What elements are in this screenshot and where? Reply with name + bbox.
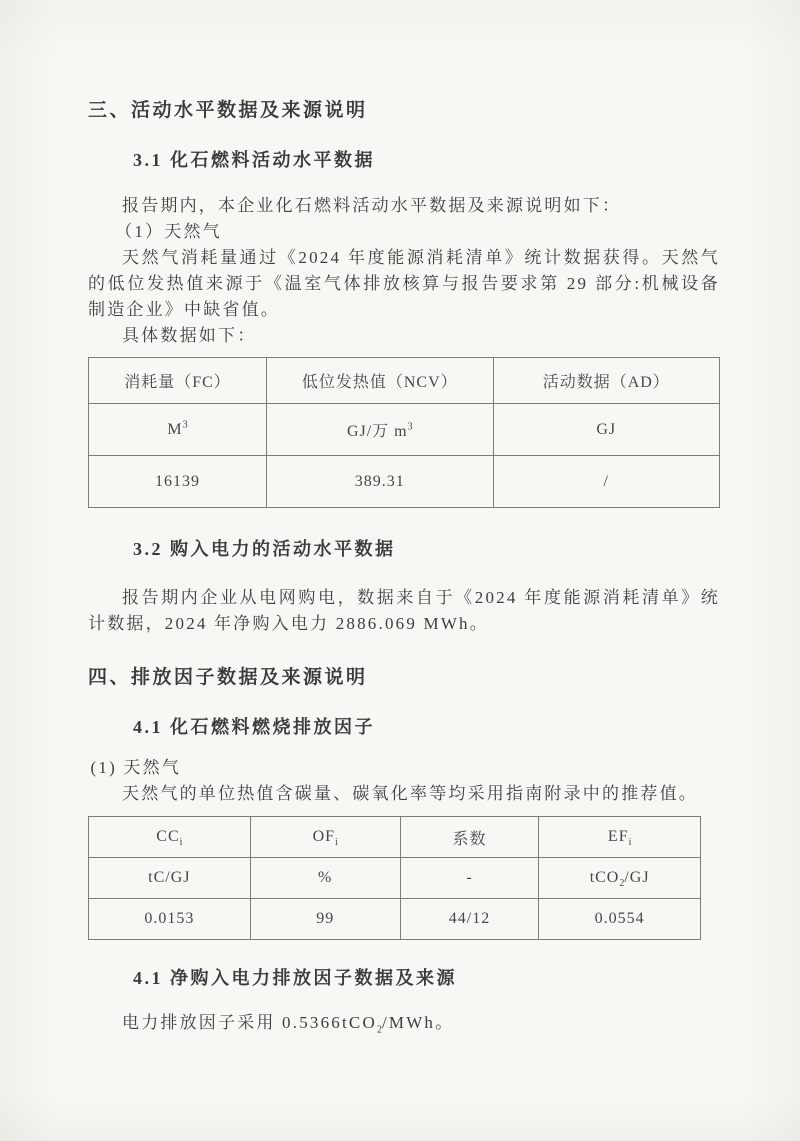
cc-base: CC <box>156 828 180 845</box>
section-4-1a-heading: 4.1 化石燃料燃烧排放因子 <box>133 717 375 737</box>
value-ad: / <box>493 456 719 508</box>
value-of: 99 <box>250 899 400 940</box>
table-header-row <box>89 358 720 404</box>
value-fc: 16139 <box>89 456 267 508</box>
unit-cc: tC/GJ <box>89 858 251 899</box>
section-3-1-intro: 报告期内，本企业化石燃料活动水平数据及来源说明如下： <box>122 196 622 215</box>
col-header-ncv: 低位发热值（NCV） <box>267 358 493 404</box>
unit-ef-post: /GJ <box>624 869 650 886</box>
page-content <box>88 95 720 1036</box>
value-cc: 0.0153 <box>89 899 251 940</box>
unit-ncv-base: GJ/万 m <box>346 423 408 440</box>
unit-ncv <box>267 404 493 456</box>
unit-ef-pre: tCO <box>589 869 620 886</box>
table-value-row <box>89 899 701 940</box>
col-header-cc <box>89 817 251 858</box>
factor-fuel-item-label: (1) 天然气 <box>90 758 182 777</box>
col-header-ef <box>539 817 701 858</box>
table-value-row <box>89 456 720 508</box>
unit-of: % <box>250 858 400 899</box>
natural-gas-source-paragraph: 天然气消耗量通过《2024 年度能源消耗清单》统计数据获得。天然气的低位发热值来源于《温室气体排放核算与报告要求第 29 部分:机械设备制造企业》中缺省值。 <box>88 248 720 319</box>
cc-sub: i <box>179 837 183 849</box>
unit-coef: - <box>400 858 539 899</box>
section-3-1-heading: 3.1 化石燃料活动水平数据 <box>133 150 375 170</box>
table-unit-row <box>89 404 720 456</box>
col-header-ad: 活动数据（AD） <box>493 358 719 404</box>
electricity-factor-sub: 2 <box>376 1024 382 1036</box>
fuel-item-label: （1）天然气 <box>115 222 222 241</box>
unit-ad: GJ <box>493 404 719 456</box>
of-sub: i <box>335 837 338 849</box>
unit-fc <box>89 404 267 456</box>
purchased-electricity-paragraph: 报告期内企业从电网购电，数据来自于《2024 年度能源消耗清单》统计数据，2024 年净购入电力 2886.069 MWh。 <box>88 588 720 633</box>
unit-ef <box>539 858 701 899</box>
fuel-activity-table <box>88 357 720 508</box>
ef-base: EF <box>607 828 629 845</box>
table-unit-row <box>89 858 701 899</box>
col-header-fc: 消耗量（FC） <box>89 358 267 404</box>
section-3-heading: 三、活动水平数据及来源说明 <box>88 100 368 121</box>
electricity-factor-post: /MWh。 <box>381 1013 455 1032</box>
unit-ef-sub: 2 <box>619 878 625 890</box>
col-header-coef: 系数 <box>400 817 539 858</box>
value-coef: 44/12 <box>400 899 539 940</box>
electricity-factor-pre: 电力排放因子采用 0.5366tCO <box>122 1013 377 1032</box>
data-follows-label: 具体数据如下： <box>122 326 257 345</box>
emission-factor-table <box>88 816 701 940</box>
electricity-factor-paragraph <box>88 1010 720 1036</box>
value-ef: 0.0554 <box>539 899 701 940</box>
unit-fc-sup: 3 <box>182 419 188 431</box>
table-header-row <box>89 817 701 858</box>
unit-fc-base: M <box>167 420 183 438</box>
unit-ncv-sup: 3 <box>407 421 413 433</box>
value-ncv: 389.31 <box>267 456 493 508</box>
ef-sub: i <box>628 837 632 849</box>
section-4-1b-heading: 4.1 净购入电力排放因子数据及来源 <box>133 968 457 988</box>
col-header-of <box>250 817 400 858</box>
of-base: OF <box>312 828 336 845</box>
section-4-heading: 四、排放因子数据及来源说明 <box>88 667 368 688</box>
factor-recommended-values-paragraph: 天然气的单位热值含碳量、碳氧化率等均采用指南附录中的推荐值。 <box>122 784 698 803</box>
section-3-2-heading: 3.2 购入电力的活动水平数据 <box>133 539 396 559</box>
